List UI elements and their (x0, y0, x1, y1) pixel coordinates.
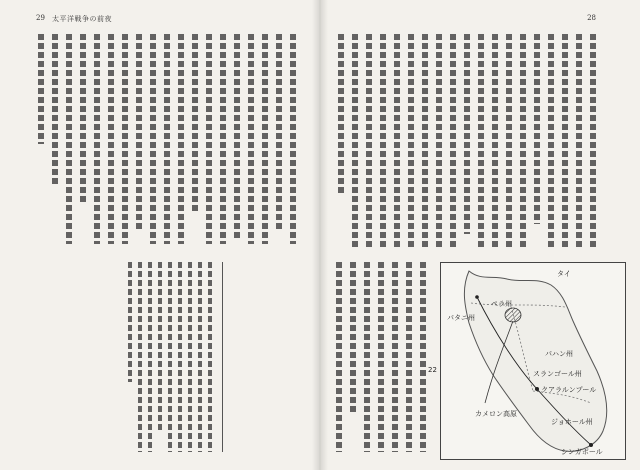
note-line (148, 262, 152, 452)
text-line (394, 34, 400, 249)
map-label-selangor: スランゴール州 (533, 370, 582, 378)
text-line (80, 34, 86, 202)
text-line (436, 34, 442, 249)
text-line (548, 34, 554, 249)
text-line (220, 34, 226, 244)
map-label-johor: ジョホール州 (551, 418, 593, 426)
map-label-kuala-lumpur: クアラルンプール (541, 386, 597, 394)
book-gutter (312, 0, 328, 470)
left-page-number: 29 (36, 14, 45, 22)
text-line (336, 262, 342, 452)
map-label-singapore: シンガポール (561, 448, 603, 456)
note-line (178, 262, 182, 452)
text-line (492, 34, 498, 249)
malay-peninsula-map (440, 262, 626, 460)
note-rule (222, 262, 223, 452)
text-line (94, 34, 100, 244)
text-line (178, 34, 184, 244)
map-label-pahang: パハン州 (545, 350, 573, 358)
text-line (122, 34, 128, 244)
text-line (478, 34, 484, 249)
text-line (52, 34, 58, 184)
text-line (108, 34, 114, 244)
text-line (422, 34, 428, 249)
note-line (128, 262, 132, 382)
map-label-thai: タイ (557, 270, 571, 278)
map-label-cameron: カメロン高原 (475, 410, 517, 418)
text-line (66, 34, 72, 244)
text-line (164, 34, 170, 244)
note-line (158, 262, 162, 432)
text-line (366, 34, 372, 249)
text-line (364, 262, 370, 452)
text-line (378, 262, 384, 452)
text-line (590, 34, 596, 249)
map-label-perak: ペラ州 (491, 300, 512, 308)
text-line (392, 262, 398, 452)
text-line (38, 34, 44, 144)
text-line (450, 34, 456, 249)
text-line (276, 34, 282, 230)
text-line (136, 34, 142, 232)
text-line (338, 34, 344, 194)
right-page (320, 0, 640, 470)
text-line (150, 34, 156, 244)
text-line (562, 34, 568, 249)
text-line (406, 262, 412, 452)
text-line (464, 34, 470, 234)
text-line (408, 34, 414, 249)
cameron-highlands-area (505, 308, 521, 322)
text-line (234, 34, 240, 239)
note-line (198, 262, 202, 452)
text-line (192, 34, 198, 214)
text-line (380, 34, 386, 249)
note-line (138, 262, 142, 452)
note-line (168, 262, 172, 452)
left-running-head: 太平洋戦争の前夜 (52, 15, 112, 23)
text-line (262, 34, 268, 244)
text-line (290, 34, 296, 244)
map-label-pattani: パタニ州 (447, 314, 475, 322)
text-line (350, 262, 356, 412)
text-line (420, 262, 426, 452)
text-line (576, 34, 582, 249)
text-line (534, 34, 540, 224)
text-line (506, 34, 512, 249)
right-page-number: 28 (587, 14, 596, 22)
map-svg (441, 263, 625, 459)
text-line (248, 34, 254, 244)
text-line (206, 34, 212, 244)
text-line (352, 34, 358, 249)
map-caption-number: 22 (428, 366, 437, 374)
text-line (520, 34, 526, 249)
note-line (208, 262, 212, 452)
note-line (188, 262, 192, 452)
